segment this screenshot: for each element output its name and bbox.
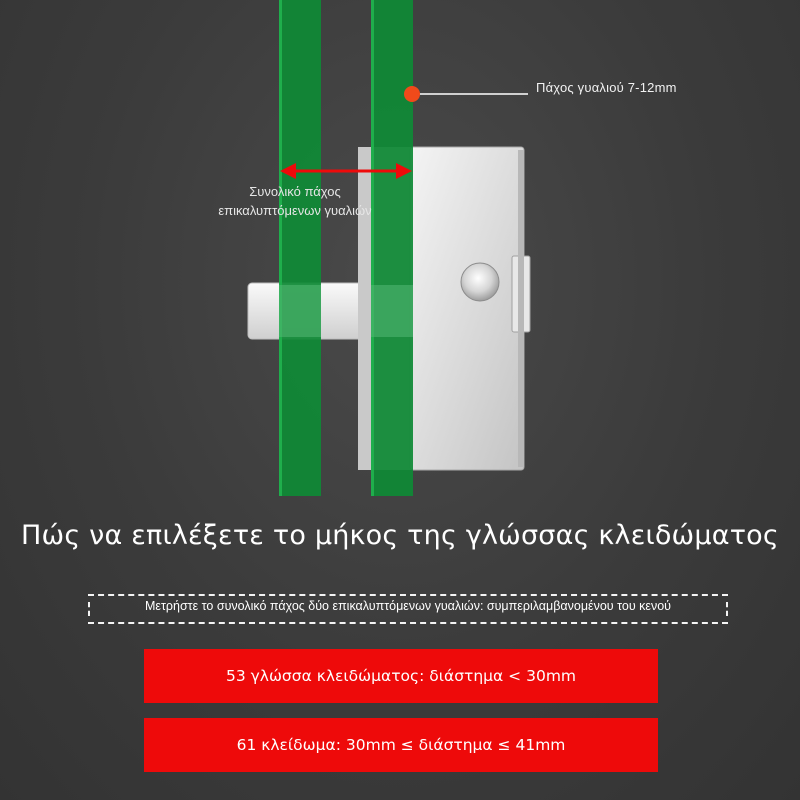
glass-thickness-label: Πάχος γυαλιού 7-12mm: [536, 80, 677, 95]
option-bar-53: [144, 649, 658, 703]
lock-body: [410, 147, 524, 470]
total-thickness-line2: επικαλυπτόμενων γυαλιών: [218, 203, 372, 218]
option-53-text: 53 γλώσσα κλειδώματος: διάστημα < 30mm: [225, 667, 577, 685]
total-thickness-line1: Συνολικό πάχος: [249, 184, 341, 199]
lock-knob: [461, 263, 499, 301]
lock-edge: [518, 150, 524, 467]
total-thickness-label: [190, 182, 400, 220]
option-bar-61: [144, 718, 658, 772]
headline: Πώς να επιλέξετε το μήκος της γλώσσας κλειδώματος: [21, 520, 779, 551]
glass-pane-right: [371, 0, 413, 496]
callout-dot: [404, 86, 420, 102]
instruction-box: [88, 594, 728, 624]
glass-pane-left: [279, 0, 321, 496]
option-61-text: 61 κλείδωμα: 30mm ≤ διάστημα ≤ 41mm: [236, 736, 566, 754]
instruction-text: Μετρήστε το συνολικό πάχος δύο επικαλυπτόμενων γυαλιών: συμπεριλαμβανομένου του κενού: [144, 599, 671, 613]
